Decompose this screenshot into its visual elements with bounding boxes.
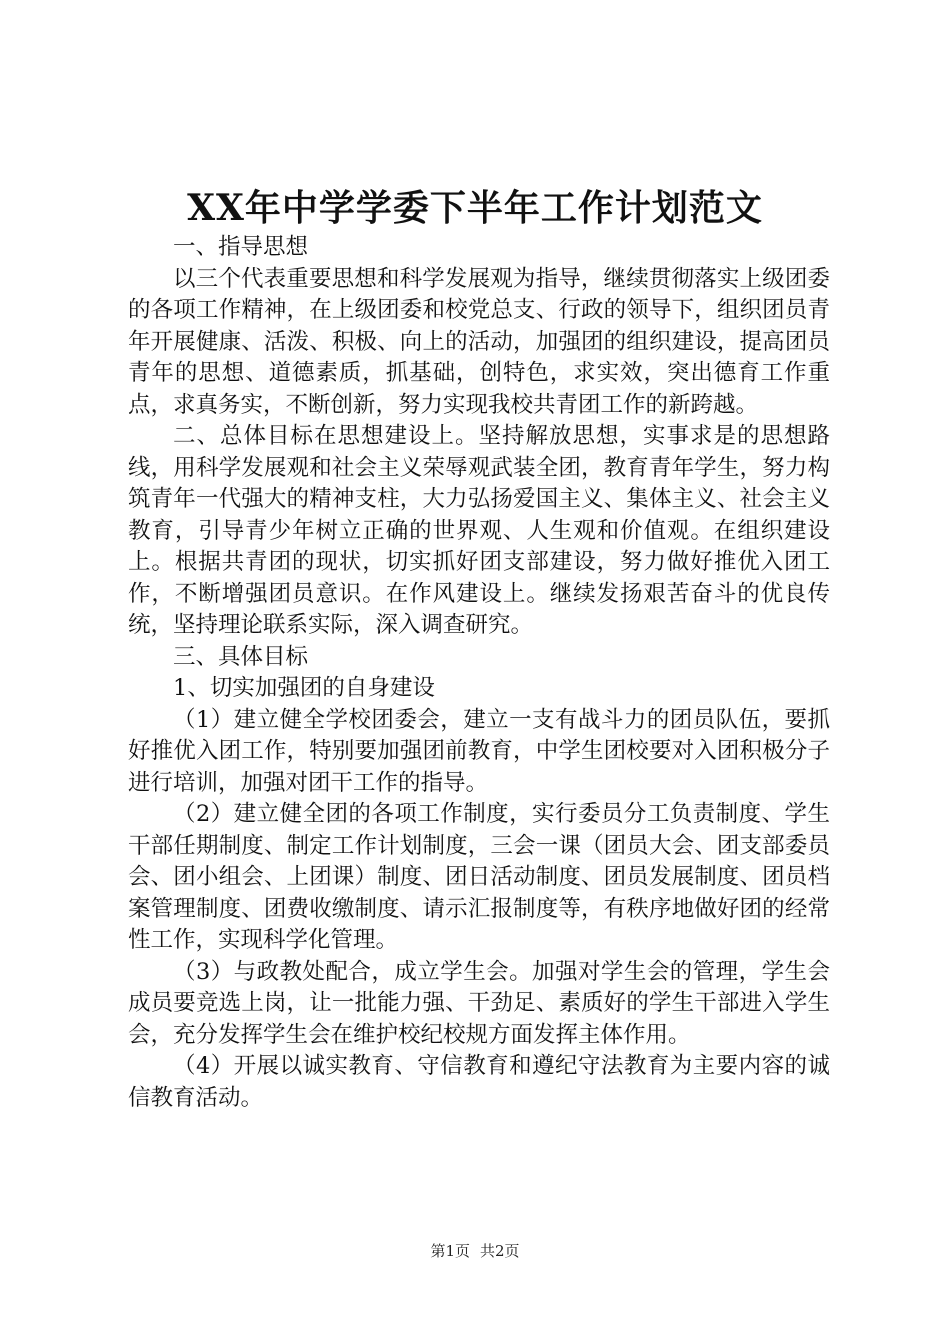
document-title: XX年中学学委下半年工作计划范文 xyxy=(187,187,763,229)
document-body xyxy=(128,232,830,1114)
paragraph-overall-goals: 二、总体目标在思想建设上。坚持解放思想，实事求是的思想路线，用科学发展观和社会主义荣辱观武装全团，教育青年学生，努力构筑青年一代强大的精神支柱，大力弘扬爱国主义、集体主义、社会主义教育，引导青少年树立正确的世界观、人生观和价值观。在组织建设上。根据共青团的现状，切实抓好团支部建设，努力做好推优入团工作，不断增强团员意识。在作风建设上。继续发扬艰苦奋斗的优良传统，坚持理论联系实际，深入调查研究。 xyxy=(128,423,830,638)
paragraph-item-3: （3）与政教处配合，成立学生会。加强对学生会的管理，学生会成员要竞选上岗，让一批能力强、干劲足、素质好的学生干部进入学生会，充分发挥学生会在维护校纪校规方面发挥主体作用。 xyxy=(128,958,830,1048)
page-total: 共2页 xyxy=(480,1242,520,1260)
page-number: 第1页 xyxy=(430,1242,470,1260)
page-footer xyxy=(0,1240,950,1262)
paragraph-item-4: （4）开展以诚实教育、守信教育和遵纪守法教育为主要内容的诚信教育活动。 xyxy=(128,1053,830,1111)
paragraph-guiding-ideology: 以三个代表重要思想和科学发展观为指导，继续贯彻落实上级团委的各项工作精神，在上级团委和校党总支、行政的领导下，组织团员青年开展健康、活泼、积极、向上的活动，加强团的组织建设，提高团员青年的思想、道德素质，抓基础，创特色，求实效，突出德育工作重点，求真务实，不断创新，努力实现我校共青团工作的新跨越。 xyxy=(128,265,830,418)
subsection-heading-self-construction: 1、切实加强团的自身建设 xyxy=(173,675,435,701)
section-heading-guiding-ideology: 一、指导思想 xyxy=(173,234,309,260)
paragraph-item-2: （2）建立健全团的各项工作制度，实行委员分工负责制度、学生干部任期制度、制定工作计划制度，三会一课（团员大会、团支部委员会、团小组会、上团课）制度、团日活动制度、团员发展制度、团员档案管理制度、团费收缴制度、请示汇报制度等，有秩序地做好团的经常性工作，实现科学化管理。 xyxy=(128,801,830,953)
paragraph-item-1: （1）建立健全学校团委会，建立一支有战斗力的团员队伍，要抓好推优入团工作，特别要加强团前教育，中学生团校要对入团积极分子进行培训，加强对团干工作的指导。 xyxy=(128,706,830,796)
section-heading-specific-goals: 三、具体目标 xyxy=(173,643,309,670)
